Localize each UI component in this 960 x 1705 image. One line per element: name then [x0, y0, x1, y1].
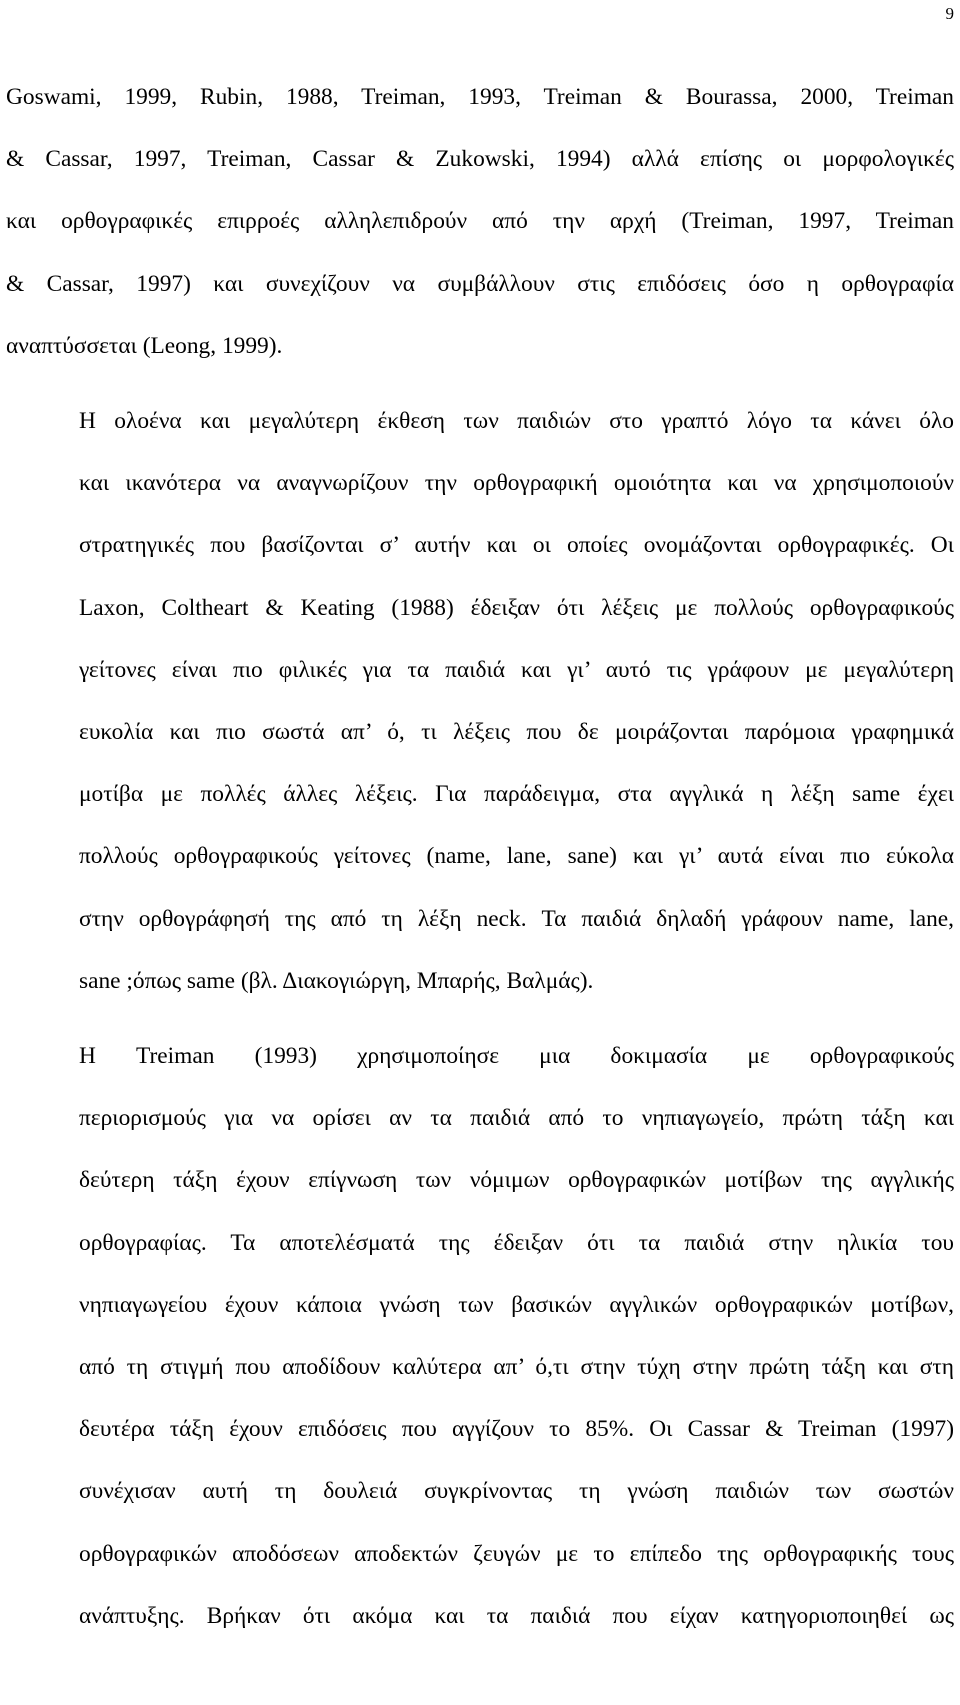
text-line: Η Treiman (1993) χρησιμοποίησε μια δοκιμασία με ορθογραφικούς [79, 1043, 954, 1070]
paragraph-3 [6, 1025, 954, 1647]
text-line: & Cassar, 1997, Treiman, Cassar & Zukowski, 1994) αλλά επίσης οι μορφολογικές [6, 146, 954, 173]
text-line: αναπτύσσεται (Leong, 1999). [6, 332, 283, 359]
text-line: και ορθογραφικές επιρροές αλληλεπιδρούν από την αρχή (Treiman, 1997, Treiman [6, 208, 954, 235]
page-number: 9 [945, 4, 954, 23]
paragraph-2 [6, 390, 954, 1012]
text-line: ανάπτυξης. Βρήκαν ότι ακόμα και τα παιδιά που είχαν κατηγοριοποιηθεί ως [79, 1602, 954, 1629]
text-line: γείτονες είναι πιο φιλικές για τα παιδιά και γι’ αυτό τις γράφουν με μεγαλύτερη [79, 656, 954, 683]
text-line: νηπιαγωγείου έχουν κάποια γνώση των βασικών αγγλικών ορθογραφικών μοτίβων, [79, 1291, 954, 1318]
text-line: δεύτερη τάξη έχουν επίγνωση των νόμιμων ορθογραφικών μοτίβων της αγγλικής [79, 1167, 954, 1194]
text-line: ευκολία και πιο σωστά απ’ ό, τι λέξεις που δε μοιράζονται παρόμοια γραφημικά [79, 719, 954, 746]
text-line: Laxon, Coltheart & Keating (1988) έδειξαν ότι λέξεις με πολλούς ορθογραφικούς [79, 594, 954, 621]
text-line: στην ορθογράφησή της από τη λέξη neck. Τα παιδιά δηλαδή γράφουν name, lane, [79, 905, 954, 932]
text-line: ορθογραφικών αποδόσεων αποδεκτών ζευγών με το επίπεδο της ορθογραφικής τους [79, 1540, 954, 1567]
text-line: & Cassar, 1997) και συνεχίζουν να συμβάλλουν στις επιδόσεις όσο η ορθογραφία [6, 270, 954, 297]
document-body [6, 66, 954, 1647]
text-line: στρατηγικές που βασίζονται σ’ αυτήν και οι οποίες ονομάζονται ορθογραφικές. Οι [79, 532, 954, 559]
text-line: μοτίβα με πολλές άλλες λέξεις. Για παράδειγμα, στα αγγλικά η λέξη same έχει [79, 781, 954, 808]
text-line: δευτέρα τάξη έχουν επιδόσεις που αγγίζουν το 85%. Οι Cassar & Treiman (1997) [79, 1416, 954, 1443]
text-line: πολλούς ορθογραφικούς γείτονες (name, lane, sane) και γι’ αυτά είναι πιο εύκολα [79, 843, 954, 870]
text-line: sane ;όπως same (βλ. Διακογιώργη, Μπαρής, Βαλμάς). [79, 967, 594, 994]
text-line: ορθογραφίας. Τα αποτελέσματά της έδειξαν ότι τα παιδιά στην ηλικία του [79, 1229, 954, 1256]
text-line: περιορισμούς για να ορίσει αν τα παιδιά από το νηπιαγωγείο, πρώτη τάξη και [79, 1105, 954, 1132]
text-line: Η ολοένα και μεγαλύτερη έκθεση των παιδιών στο γραπτό λόγο τα κάνει όλο [79, 408, 954, 435]
text-line: και ικανότερα να αναγνωρίζουν την ορθογραφική ομοιότητα και να χρησιμοποιούν [79, 470, 954, 497]
text-line: συνέχισαν αυτή τη δουλειά συγκρίνοντας τη γνώση παιδιών των σωστών [79, 1478, 954, 1505]
paragraph-1 [6, 66, 954, 377]
text-line: από τη στιγμή που αποδίδουν καλύτερα απ’ ό,τι στην τύχη στην πρώτη τάξη και στη [79, 1354, 954, 1381]
text-line: Goswami, 1999, Rubin, 1988, Treiman, 1993, Treiman & Bourassa, 2000, Treiman [6, 84, 954, 110]
